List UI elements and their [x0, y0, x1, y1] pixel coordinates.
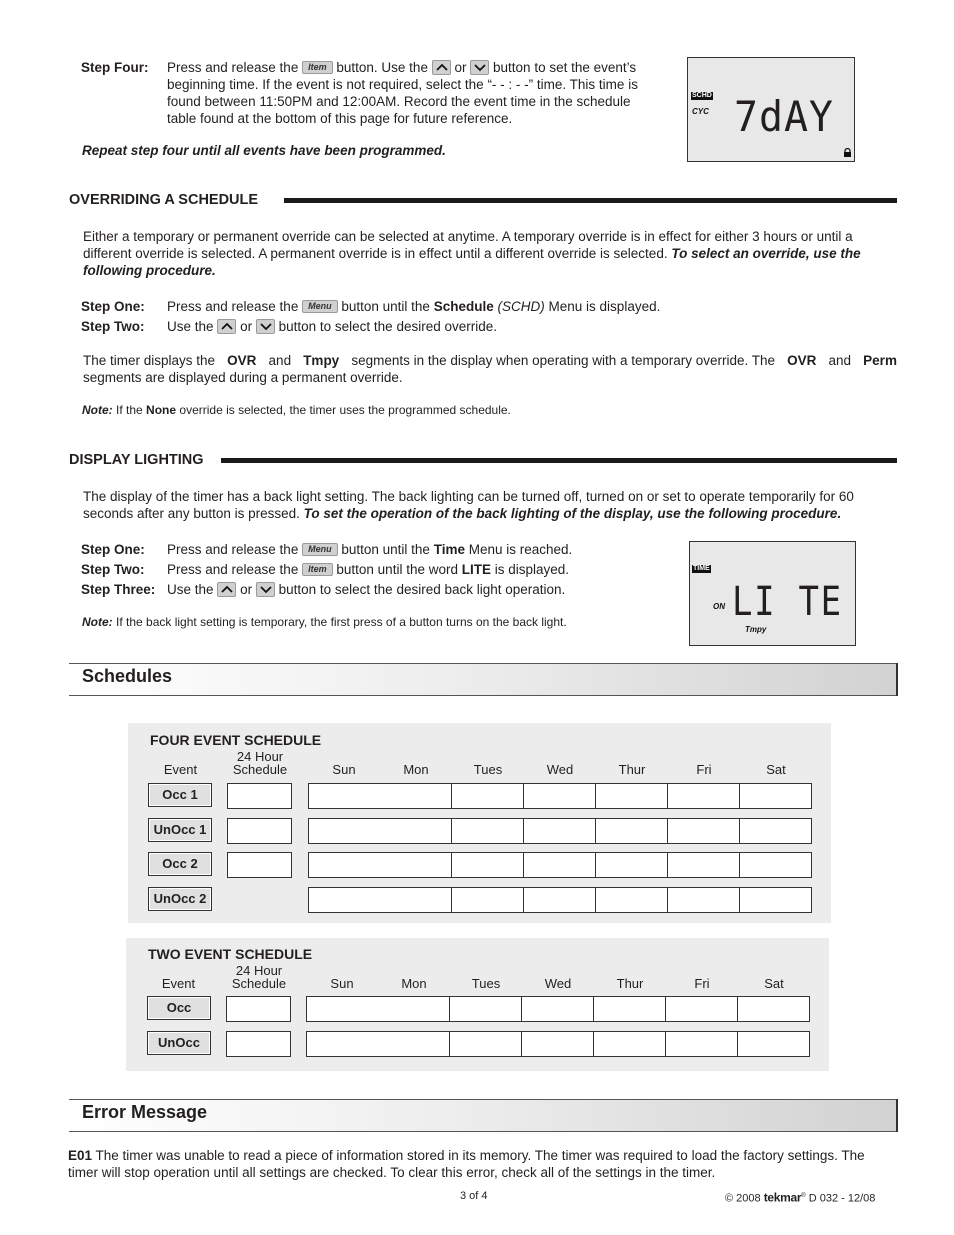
menu-button: Menu: [302, 300, 338, 313]
day-header: Tues: [471, 976, 501, 991]
day-time-cell[interactable]: [380, 887, 452, 913]
day-time-cell[interactable]: [668, 818, 740, 844]
day-time-cell[interactable]: [522, 1031, 594, 1057]
event-label: Occ: [147, 996, 211, 1020]
four-event-panel: [128, 723, 831, 923]
doc-number: D 032 - 12/08: [808, 1192, 876, 1205]
schedule-time-cell[interactable]: [227, 852, 292, 878]
repeat-instruction: Repeat step four until all events have been programmed.: [82, 143, 446, 158]
override-para-line3: following procedure.: [83, 263, 216, 278]
day-time-cell[interactable]: [596, 852, 668, 878]
lcd-display-lite: [689, 541, 856, 646]
step-text: button until the: [341, 299, 430, 314]
para-text: The timer displays the: [83, 353, 216, 368]
brand-logo: tekmar: [763, 1190, 802, 1205]
para-text: and: [828, 353, 852, 368]
schedule-time-cell[interactable]: [227, 783, 292, 809]
item-button: Item: [302, 61, 333, 74]
day-header: Thur: [616, 976, 644, 991]
lighting-step1-text: [167, 541, 572, 558]
step-text: Menu is reached.: [468, 542, 573, 557]
day-time-cell[interactable]: [524, 852, 596, 878]
schedule-time-cell[interactable]: [226, 996, 291, 1022]
down-arrow-icon: [256, 582, 275, 597]
schedule-time-cell[interactable]: [227, 818, 292, 844]
override-heading: OVERRIDING A SCHEDULE: [69, 192, 259, 208]
lighting-step1-label: Step One:: [81, 542, 145, 557]
day-time-cell[interactable]: [380, 783, 452, 809]
day-time-cell[interactable]: [596, 887, 668, 913]
error-band: [69, 1099, 898, 1132]
step-four-line3: found between 11:50PM and 12:00AM. Record the event time in the schedule: [167, 94, 631, 109]
event-label: UnOcc 1: [148, 818, 212, 842]
day-time-cell[interactable]: [452, 783, 524, 809]
footer-copyright: [725, 1188, 875, 1208]
up-arrow-icon: [432, 60, 451, 75]
override-display-line2: segments are displayed during a permanent override.: [83, 370, 403, 385]
step-text: Use the: [167, 319, 214, 334]
day-time-cell[interactable]: [378, 1031, 450, 1057]
lcd-main-text: 7dAY: [734, 92, 834, 141]
day-time-cell[interactable]: [308, 887, 381, 913]
step-text: Menu is displayed.: [548, 299, 661, 314]
lighting-step2-text: [167, 561, 569, 578]
step-text: button until the word: [336, 562, 458, 577]
step-four-label: Step Four:: [81, 60, 149, 75]
step-text: button until the: [341, 542, 430, 557]
day-time-cell[interactable]: [524, 818, 596, 844]
day-header: Sun: [332, 762, 356, 777]
day-header: Thur: [618, 762, 646, 777]
lcd-tmpy: Tmpy: [745, 625, 767, 634]
override-para-line2: [83, 245, 861, 262]
error-line2: timer will stop operation until all settings are checked. To clear this error, check all of the settings in the timer.: [68, 1165, 716, 1180]
day-time-cell[interactable]: [596, 783, 668, 809]
day-time-cell[interactable]: [306, 996, 379, 1022]
day-time-cell[interactable]: [306, 1031, 379, 1057]
col-schedule: Schedule: [232, 762, 288, 777]
day-time-cell[interactable]: [594, 996, 666, 1022]
copyright-text: © 2008: [725, 1192, 761, 1205]
override-note: [82, 402, 511, 419]
event-label: Occ 2: [148, 852, 212, 876]
band-edge: [896, 663, 898, 696]
day-header: Fri: [696, 762, 712, 777]
two-event-title: TWO EVENT SCHEDULE: [148, 946, 313, 962]
up-arrow-icon: [217, 582, 236, 597]
step-text: Press and release the: [167, 299, 299, 314]
menu-button: Menu: [302, 543, 338, 556]
override-display-line1: [83, 352, 897, 369]
day-time-cell[interactable]: [738, 1031, 810, 1057]
down-arrow-icon: [256, 319, 275, 334]
col-schedule: Schedule: [231, 976, 287, 991]
override-step2-text: [167, 318, 497, 335]
para-text: different override is selected. A permanent override is in effect until a different override is selected.: [83, 246, 668, 261]
day-time-cell[interactable]: [308, 852, 381, 878]
event-label: Occ 1: [148, 783, 212, 807]
error-line1: [68, 1147, 898, 1164]
note-text: If the back light setting is temporary, the first press of a button turns on the back light.: [116, 615, 567, 629]
up-arrow-icon: [217, 319, 236, 334]
note-bold: None: [146, 403, 177, 417]
step-text: Use the: [167, 582, 214, 597]
day-time-cell[interactable]: [740, 783, 812, 809]
step-text: or: [454, 60, 467, 75]
day-time-cell[interactable]: [666, 1031, 738, 1057]
error-text: The timer was unable to read a piece of information stored in its memory. The timer was required to load the factory settings. The: [95, 1148, 865, 1163]
day-time-cell[interactable]: [452, 818, 524, 844]
lighting-step3-label: Step Three:: [81, 582, 156, 597]
step-text: button to select the desired back light operation.: [278, 582, 566, 597]
day-time-cell[interactable]: [740, 818, 812, 844]
lighting-step3-text: [167, 581, 565, 598]
four-event-title: FOUR EVENT SCHEDULE: [150, 732, 322, 748]
schedules-title: Schedules: [82, 666, 173, 686]
col-event: Event: [163, 762, 198, 777]
lighting-step2-label: Step Two:: [81, 562, 145, 577]
error-code: E01: [68, 1148, 93, 1163]
event-label: UnOcc: [147, 1031, 211, 1055]
lcd-tag-schd: SCHD: [692, 92, 712, 99]
day-header: Tues: [473, 762, 503, 777]
col-24hour: 24 Hour: [235, 963, 283, 978]
day-time-cell[interactable]: [524, 783, 596, 809]
day-header: Sat: [766, 762, 786, 777]
note-label: Note:: [82, 403, 113, 417]
day-time-cell[interactable]: [450, 1031, 522, 1057]
day-header: Sun: [330, 976, 354, 991]
para-text: segments in the display when operating with a temporary override. The: [351, 353, 776, 368]
section-rule: [284, 198, 897, 203]
step-bold: LITE: [461, 562, 491, 577]
day-header: Sat: [764, 976, 784, 991]
page-number: 3 of 4: [460, 1190, 488, 1202]
step-text: or: [240, 319, 253, 334]
day-time-cell[interactable]: [668, 783, 740, 809]
lcd-cyc: CYC: [692, 107, 709, 116]
step-four-line4: table found at the bottom of this page for future reference.: [167, 111, 513, 126]
para-bold: Tmpy: [303, 353, 340, 368]
day-time-cell[interactable]: [380, 852, 452, 878]
day-time-cell[interactable]: [378, 996, 450, 1022]
day-time-cell[interactable]: [450, 996, 522, 1022]
schedules-band: [69, 663, 898, 696]
day-time-cell[interactable]: [738, 996, 810, 1022]
step-four-line2: beginning time. If the event is not required, select the “- - : - -” time. This time is: [167, 77, 638, 92]
step-text: button. Use the: [336, 60, 428, 75]
day-header: Fri: [694, 976, 710, 991]
day-time-cell[interactable]: [740, 852, 812, 878]
day-time-cell[interactable]: [596, 818, 668, 844]
para-bold: OVR: [787, 353, 817, 368]
lcd-tag-time: TIME: [693, 565, 710, 572]
lcd-main-text: LI TE: [732, 579, 843, 625]
day-time-cell[interactable]: [308, 783, 381, 809]
col-event: Event: [161, 976, 196, 991]
lcd-display-7day: [687, 57, 855, 162]
day-time-cell[interactable]: [452, 887, 524, 913]
override-step1-text: [167, 298, 660, 315]
day-time-cell[interactable]: [452, 852, 524, 878]
day-header: Mon: [401, 976, 427, 991]
step-text: button to select the desired override.: [278, 319, 497, 334]
day-header: Wed: [544, 976, 572, 991]
override-step1-label: Step One:: [81, 299, 145, 314]
step-text: Press and release the: [167, 562, 299, 577]
step-bold: Time: [433, 542, 465, 557]
lighting-para-line2: [83, 505, 841, 522]
band-edge: [896, 1099, 898, 1132]
day-time-cell[interactable]: [666, 996, 738, 1022]
lighting-heading: DISPLAY LIGHTING: [69, 452, 204, 468]
lighting-para-line1: The display of the timer has a back light setting. The back lighting can be turned off, turned on or set to operate temporarily for 60: [83, 489, 854, 504]
day-time-cell[interactable]: [380, 818, 452, 844]
para-text: seconds after any button is pressed.: [83, 506, 300, 521]
lcd-on: ON: [713, 602, 725, 611]
registered-mark: ®: [801, 1193, 806, 1199]
step-text: or: [240, 582, 253, 597]
section-rule: [221, 458, 897, 463]
day-time-cell[interactable]: [524, 887, 596, 913]
step-four-text: [167, 59, 657, 76]
error-title: Error Message: [82, 1102, 208, 1122]
day-time-cell[interactable]: [668, 852, 740, 878]
para-emphasis: To select an override, use the: [671, 246, 861, 261]
para-bold: Perm: [863, 353, 897, 368]
two-event-panel: [126, 938, 829, 1071]
step-italic: (SCHD): [497, 299, 545, 314]
schedule-time-cell[interactable]: [226, 1031, 291, 1057]
para-emphasis: To set the operation of the back lighting of the display, use the following procedure.: [303, 506, 842, 521]
day-header: Wed: [546, 762, 574, 777]
day-time-cell[interactable]: [668, 887, 740, 913]
para-text: and: [268, 353, 292, 368]
note-text: If the: [116, 403, 143, 417]
step-text: Press and release the: [167, 60, 299, 75]
step-text: Press and release the: [167, 542, 299, 557]
day-time-cell[interactable]: [308, 818, 381, 844]
day-time-cell[interactable]: [594, 1031, 666, 1057]
day-header: Mon: [403, 762, 429, 777]
para-bold: OVR: [227, 353, 257, 368]
override-step2-label: Step Two:: [81, 319, 145, 334]
item-button: Item: [302, 563, 333, 576]
note-label: Note:: [82, 615, 113, 629]
day-time-cell[interactable]: [740, 887, 812, 913]
step-bold: Schedule: [433, 299, 494, 314]
lock-icon: [843, 148, 852, 158]
lighting-note: [82, 614, 567, 631]
day-time-cell[interactable]: [522, 996, 594, 1022]
note-text: override is selected, the timer uses the programmed schedule.: [179, 403, 511, 417]
down-arrow-icon: [470, 60, 489, 75]
col-24hour: 24 Hour: [236, 749, 284, 764]
step-text: button to set the event’s: [493, 60, 637, 75]
override-para-line1: Either a temporary or permanent override can be selected at anytime. A temporary override is in effect for either 3 hours or until a: [83, 229, 853, 244]
event-label: UnOcc 2: [148, 887, 212, 911]
step-text: is displayed.: [494, 562, 570, 577]
